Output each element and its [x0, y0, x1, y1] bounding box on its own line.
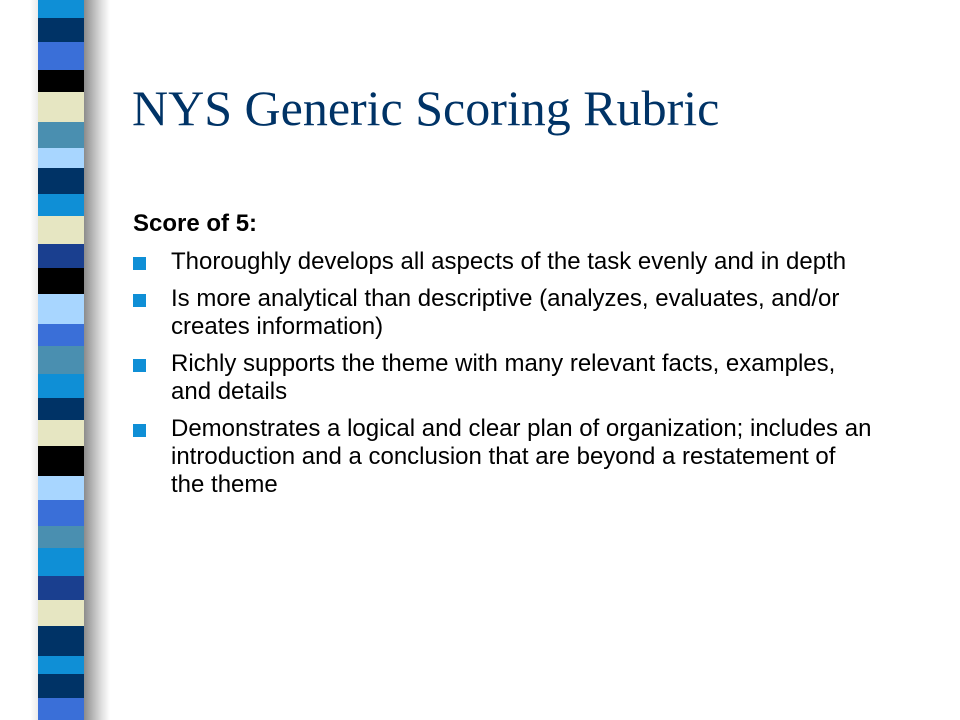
strip-square: [38, 398, 86, 420]
slide-title: NYS Generic Scoring Rubric: [132, 80, 720, 136]
square-bullet-icon: [133, 294, 146, 307]
strip-square: [38, 42, 86, 70]
strip-square: [38, 500, 86, 526]
strip-square: [38, 576, 86, 600]
square-bullet-icon: [133, 257, 146, 270]
strip-square: [38, 346, 86, 374]
strip-square: [38, 122, 86, 148]
bullet-text: Richly supports the theme with many relevant facts, examples, and details: [171, 350, 836, 405]
strip-square: [38, 600, 86, 626]
strip-square: [38, 698, 86, 720]
strip-square: [38, 294, 86, 324]
bullet-item: [133, 415, 873, 499]
strip-squares: [38, 0, 86, 720]
strip-square: [38, 674, 86, 698]
strip-square: [38, 656, 86, 674]
strip-square: [38, 324, 86, 346]
strip-square: [38, 244, 86, 268]
strip-square: [38, 420, 86, 446]
strip-square: [38, 526, 86, 548]
bullet-text: Thoroughly develops all aspects of the task evenly and in depth: [171, 248, 847, 275]
bullet-item: [133, 350, 873, 406]
slide-body: [133, 210, 873, 508]
strip-square: [38, 70, 86, 92]
strip-square: [38, 194, 86, 216]
bullet-text: Is more analytical than descriptive (analyzes, evaluates, and/or creates information): [171, 285, 840, 340]
strip-square: [38, 148, 86, 168]
strip-square: [38, 18, 86, 42]
bullet-list: [133, 248, 873, 499]
strip-edge-gradient: [84, 0, 110, 720]
strip-square: [38, 476, 86, 500]
decorative-strip: [0, 0, 110, 720]
square-bullet-icon: [133, 359, 146, 372]
strip-square: [38, 92, 86, 122]
strip-square: [38, 374, 86, 398]
strip-square: [38, 168, 86, 194]
score-heading: Score of 5:: [133, 210, 258, 237]
strip-square: [38, 626, 86, 656]
strip-square: [38, 268, 86, 294]
strip-square: [38, 548, 86, 576]
square-bullet-icon: [133, 424, 146, 437]
bullet-item: [133, 285, 873, 341]
strip-square: [38, 216, 86, 244]
strip-square: [38, 446, 86, 476]
strip-square: [38, 0, 86, 18]
bullet-item: [133, 248, 873, 276]
bullet-text: Demonstrates a logical and clear plan of organization; includes an introduction and a conclusion that are beyond a restatement of the theme: [171, 415, 872, 498]
